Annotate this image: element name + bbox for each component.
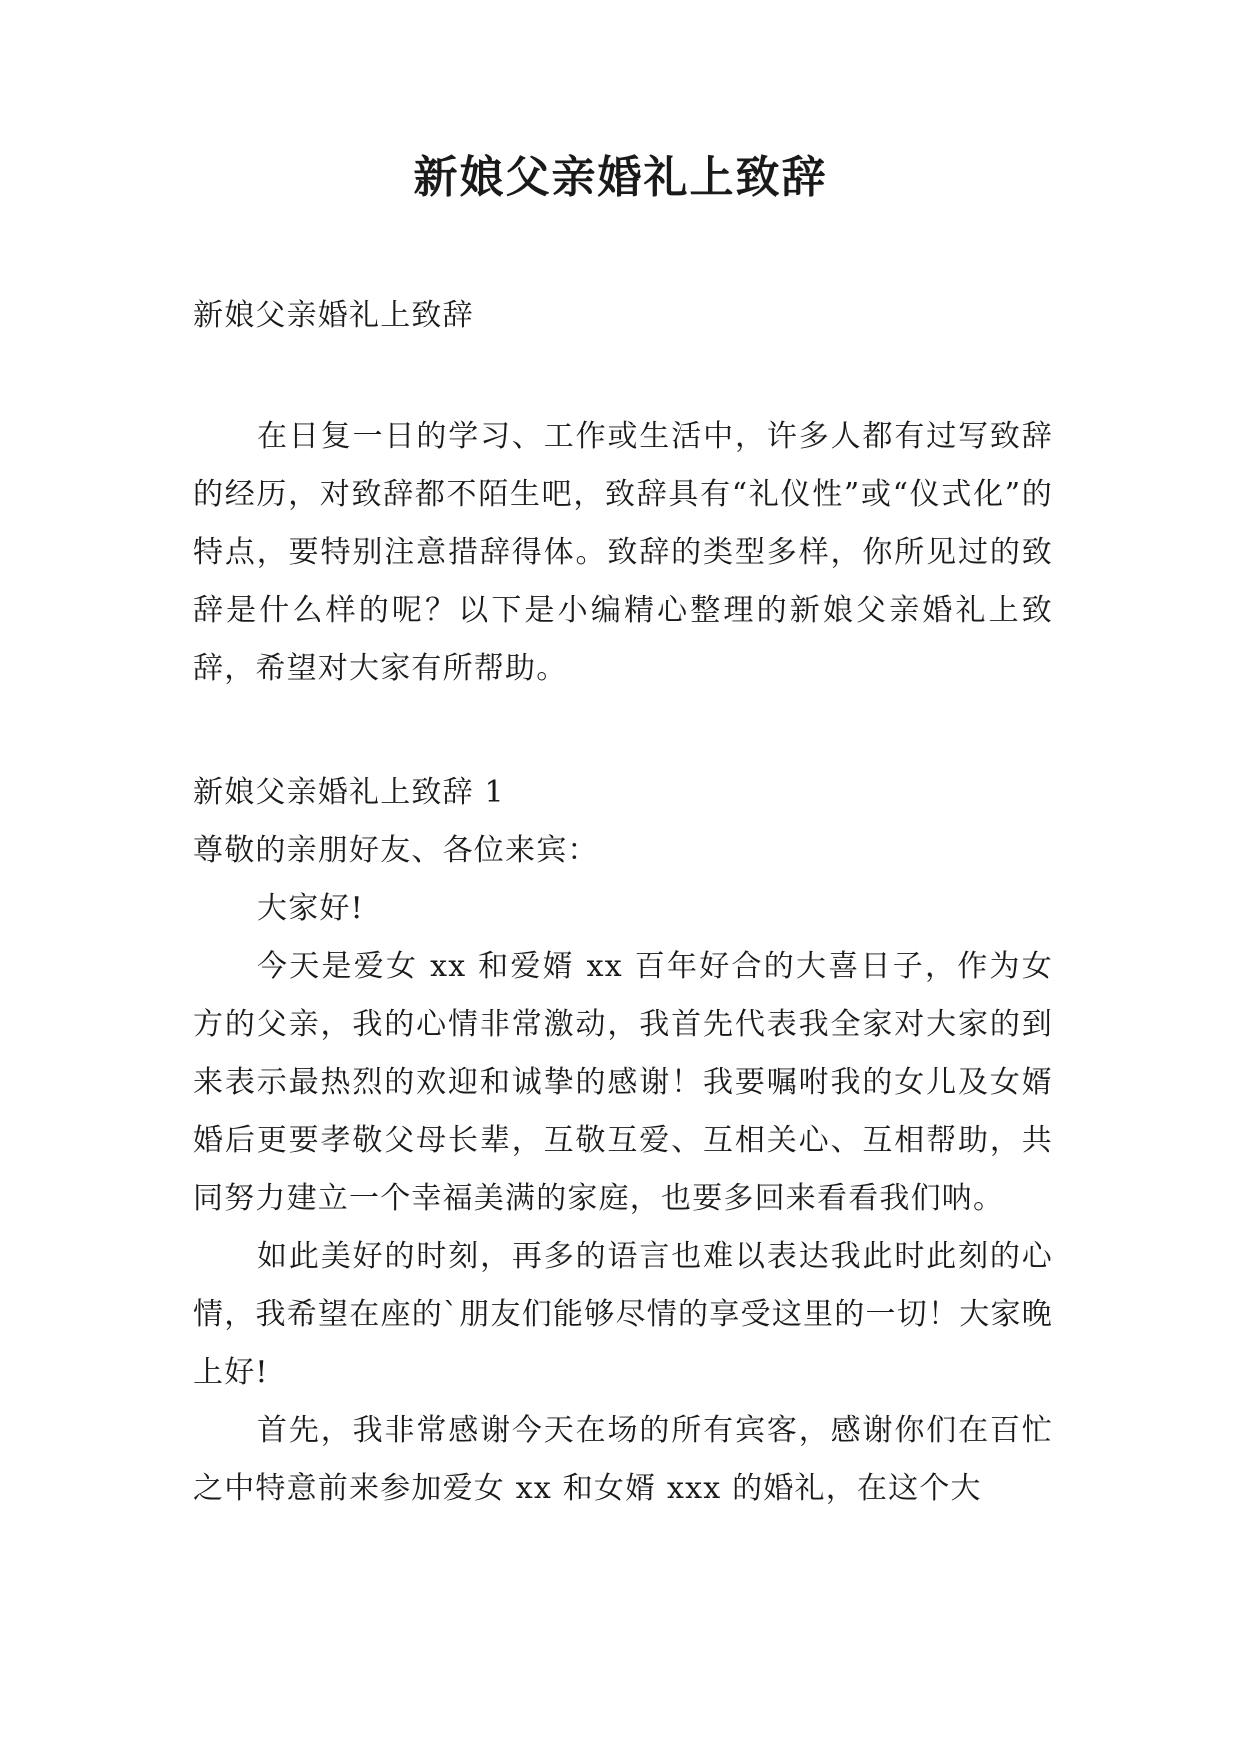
speech-section — [193, 764, 1053, 1518]
document-subtitle: 新娘父亲婚礼上致辞 — [193, 298, 474, 333]
section-heading: 新娘父亲婚礼上致辞 1 — [193, 775, 505, 810]
greeting: 大家好! — [257, 891, 364, 926]
speech-paragraph-2: 如此美好的时刻，再多的语言也难以表达我此时此刻的心情，我希望在座的`朋友们能够尽情的享受这里的一切！大家晚上好! — [193, 1239, 1053, 1390]
intro-paragraph: 在日复一日的学习、工作或生活中，许多人都有过写致辞的经历，对致辞都不陌生吧，致辞具有“礼仪性”或“仪式化”的特点，要特别注意措辞得体。致辞的类型多样，你所见过的致辞是什么样的呢？以下是小编精心整理的新娘父亲婚礼上致辞，希望对大家有所帮助。 — [193, 419, 1053, 686]
salutation: 尊敬的亲朋好友、各位来宾： — [193, 833, 599, 868]
speech-paragraph-3: 首先，我非常感谢今天在场的所有宾客，感谢你们在百忙之中特意前来参加爱女 xx 和女婿 xxx 的婚礼，在这个大 — [193, 1413, 1053, 1506]
speech-paragraph-1: 今天是爱女 xx 和爱婿 xx 百年好合的大喜日子，作为女方的父亲，我的心情非常激动，我首先代表我全家对大家的到来表示最热烈的欢迎和诚挚的感谢！我要嘱咐我的女儿及女婿婚后更要孝敬父母长辈，互敬互爱、互相关心、互相帮助，共同努力建立一个幸福美满的家庭，也要多回来看看我们呐。 — [193, 949, 1053, 1216]
document-title: 新娘父亲婚礼上致辞 — [413, 152, 828, 203]
